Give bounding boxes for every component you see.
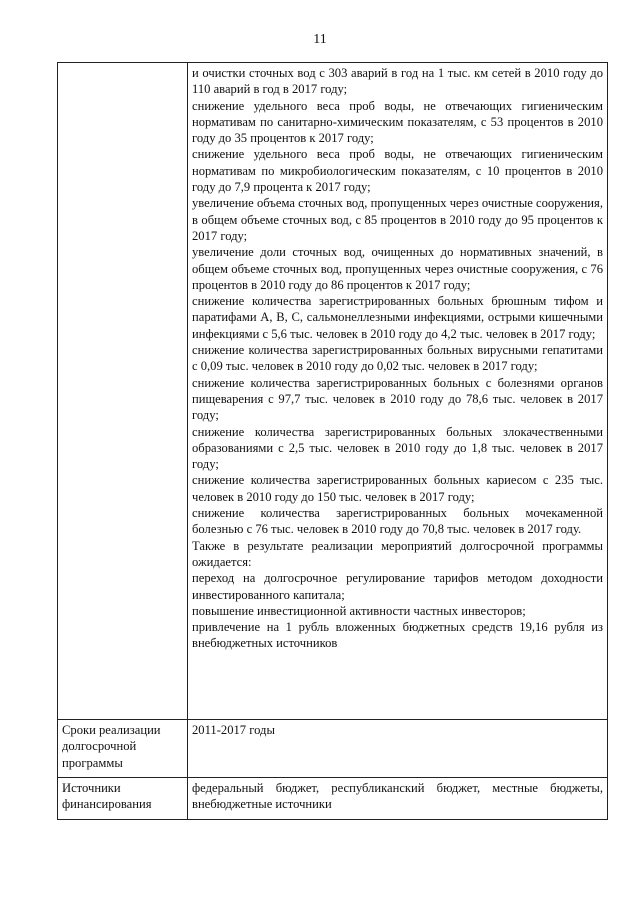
result-paragraph: снижение количества зарегистрированных больных с болезнями органов пищеварения с 97,7 тыс. человек в 2010 году до 78,6 тыс. человек в 2017 году;	[192, 375, 603, 423]
program-passport-table	[57, 62, 608, 820]
table-row-funding-sources	[58, 778, 608, 820]
result-paragraph: снижение удельного веса проб воды, не отвечающих гигиеническим нормативам по санитарно-химическим показателям, с 53 процентов в 2010 году до 35 процентов к 2017 году;	[192, 98, 603, 146]
result-paragraph: снижение количества зарегистрированных больных брюшным тифом и паратифами А, В, С, сальмонеллезными инфекциями, острыми кишечными инфекциями с 5,6 тыс. человек в 2010 году до 4,2 тыс. человек в 2017 году;	[192, 294, 603, 341]
result-paragraph: снижение количества зарегистрированных больных злокачественными образованиями с 2,5 тыс. человек в 2010 году до 1,8 тыс. человек в 2017 году;	[192, 424, 603, 472]
expected-results-cell	[188, 63, 608, 720]
table-row-implementation-term	[58, 720, 608, 778]
result-paragraph: снижение количества зарегистрированных больных кариесом с 235 тыс. человек в 2010 году до 150 тыс. человек в 2017 году;	[192, 473, 603, 504]
result-paragraph: повышение инвестиционной активности частных инвесторов;	[192, 603, 526, 618]
result-paragraph: привлечение на 1 рубль вложенных бюджетных средств 19,16 рубля из внебюджетных источников	[192, 620, 603, 651]
result-paragraph: снижение удельного веса проб воды, не отвечающих гигиеническим нормативам по микробиологическим показателям, с 10 процентов в 2010 году до 7,9 процента к 2017 году;	[192, 147, 603, 195]
result-paragraph: снижение количества зарегистрированных больных вирусными гепатитами с 0,09 тыс. человек в 2010 году до 0,02 тыс. человек в 2017 году;	[192, 343, 603, 374]
implementation-term-label: Сроки реализации долгосрочной программы	[58, 720, 188, 778]
implementation-term-value: 2011-2017 годы	[188, 720, 608, 778]
row-label-empty	[58, 63, 188, 720]
result-paragraph: увеличение доли сточных вод, очищенных до нормативных значений, в общем объеме сточных вод, пропущенных через очистные сооружения, с 76 процентов в 2010 году до 86 процентов к 2017 году;	[192, 245, 603, 292]
result-paragraph: и очистки сточных вод с 303 аварий в год на 1 тыс. км сетей в 2010 году до 110 аварий в год в 2017 году;	[192, 66, 603, 97]
result-paragraph: Также в результате реализации мероприятий долгосрочной программы ожидается:	[192, 538, 603, 569]
result-paragraph: снижение количества зарегистрированных больных мочекаменной болезнью с 76 тыс. человек в 2010 году до 70,8 тыс. человек в 2017 году.	[192, 506, 603, 537]
table-row-expected-results	[58, 63, 608, 720]
page-number: 11	[313, 32, 327, 47]
funding-sources-value: федеральный бюджет, республиканский бюджет, местные бюджеты, внебюджетные источники	[188, 778, 608, 820]
funding-sources-label: Источники финансирования	[58, 778, 188, 820]
result-paragraph: переход на долгосрочное регулирование тарифов методом доходности инвестированного капитала;	[192, 571, 603, 602]
result-paragraph: увеличение объема сточных вод, пропущенных через очистные сооружения, в общем объеме сточных вод, с 85 процентов в 2010 году до 95 процентов к 2017 году;	[192, 196, 603, 243]
